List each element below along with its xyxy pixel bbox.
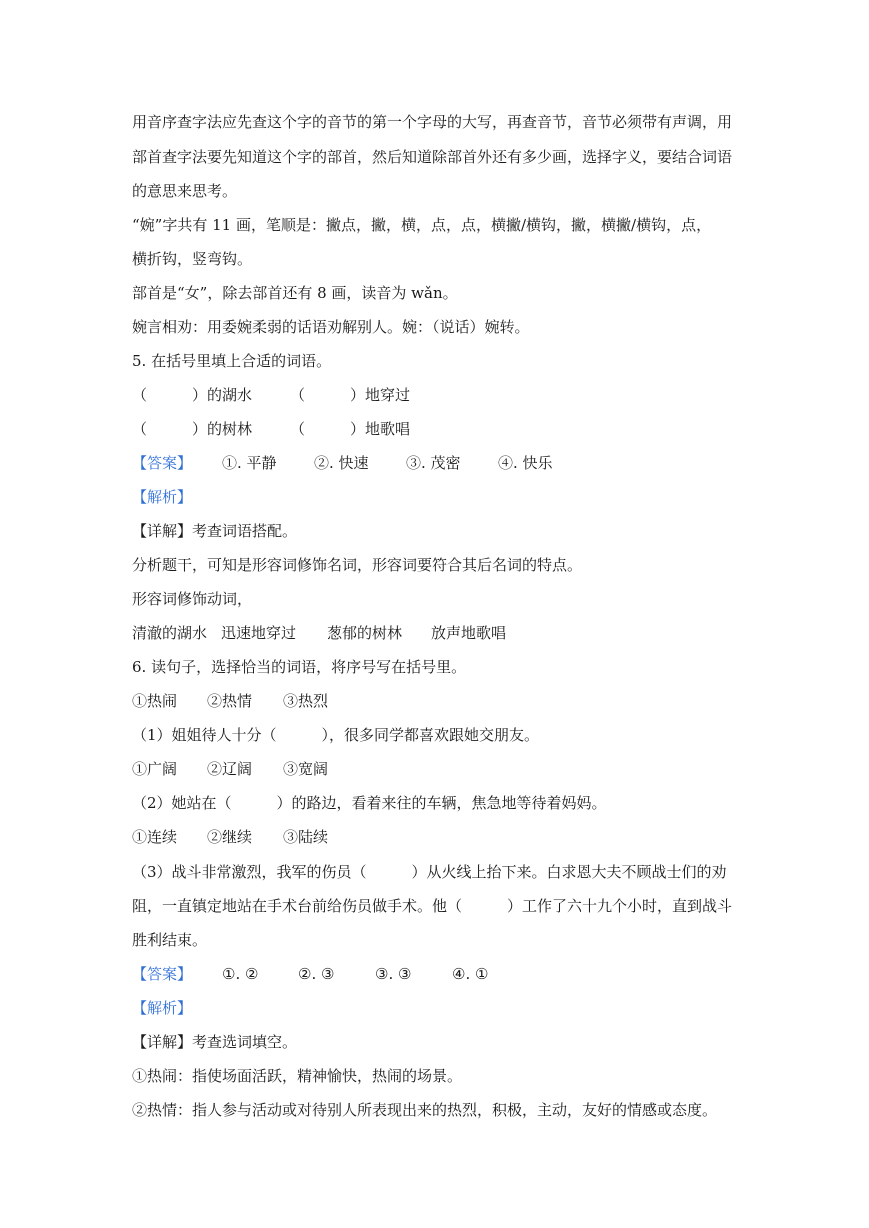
answer-item: ③. ③ bbox=[375, 965, 412, 983]
answer-item: ③. 茂密 bbox=[406, 454, 461, 472]
answer-item: ①. 平静 bbox=[222, 454, 277, 472]
question-5-title: 5. 在括号里填上合适的词语。 bbox=[132, 352, 332, 370]
example-phrase: 清澈的湖水 bbox=[132, 624, 208, 642]
option: ①广阔 bbox=[132, 760, 178, 778]
detail-heading: 【详解】考查词语搭配。 bbox=[132, 522, 298, 540]
option: ②热情 bbox=[207, 692, 253, 710]
idiom-explanation: 婉言相劝：用委婉柔弱的话语劝解别人。婉：（说话）婉转。 bbox=[132, 318, 530, 336]
option: ①连续 bbox=[132, 828, 178, 846]
option: ③陆续 bbox=[283, 828, 329, 846]
blank-pass: （ ）地穿过 bbox=[290, 386, 411, 404]
intro-paragraph-line-3: 的意思来思考。 bbox=[132, 182, 238, 200]
explanation-1: ①热闹：指使场面活跃，精神愉快，热闹的场景。 bbox=[132, 1067, 463, 1085]
option: ③宽阔 bbox=[283, 760, 329, 778]
answer-tag: 【答案】 bbox=[132, 965, 193, 983]
example-phrase: 迅速地穿过 bbox=[221, 624, 297, 642]
example-phrase: 放声地歌唱 bbox=[431, 624, 507, 642]
explanation-2: ②热情：指人参与活动或对待别人所表现出来的热烈，积极，主动，友好的情感或态度。 bbox=[132, 1101, 718, 1119]
option: ②辽阔 bbox=[207, 760, 253, 778]
answer-item: ①. ② bbox=[222, 965, 259, 983]
intro-paragraph-line-1: 用音序查字法应先查这个字的音节的第一个字母的大写，再查音节，音节必须带有声调，用 bbox=[132, 113, 733, 131]
option: ②继续 bbox=[207, 828, 253, 846]
answer-item: ②. ③ bbox=[298, 965, 335, 983]
detail-heading: 【详解】考查选词填空。 bbox=[132, 1033, 298, 1051]
stroke-order-line-2: 横折钩，竖弯钩。 bbox=[132, 250, 253, 268]
answer-item: ②. 快速 bbox=[314, 454, 369, 472]
answer-tag: 【答案】 bbox=[132, 454, 193, 472]
blank-forest: （ ）的树林 bbox=[132, 420, 253, 438]
analysis-line-2: 形容词修饰动词， bbox=[132, 590, 253, 608]
analysis-line-1: 分析题干，可知是形容词修饰名词，形容词要符合其后名词的特点。 bbox=[132, 556, 583, 574]
sentence-2: （2）她站在（ ）的路边，看着来往的车辆，焦急地等待着妈妈。 bbox=[132, 794, 607, 812]
option: ③热烈 bbox=[283, 692, 329, 710]
option: ①热闹 bbox=[132, 692, 178, 710]
analysis-tag: 【解析】 bbox=[132, 488, 193, 506]
sentence-3-line-2: 阻，一直镇定地站在手术台前给伤员做手术。他（ ）工作了六十九个小时，直到战斗 bbox=[132, 897, 733, 915]
answer-item: ④. 快乐 bbox=[498, 454, 553, 472]
sentence-3-line-3: 胜利结束。 bbox=[132, 931, 208, 949]
blank-lake: （ ）的湖水 bbox=[132, 386, 253, 404]
answer-item: ④. ① bbox=[452, 965, 489, 983]
example-phrase: 葱郁的树林 bbox=[327, 624, 403, 642]
radical-line: 部首是“女”，除去部首还有 8 画，读音为 wǎn。 bbox=[132, 284, 458, 302]
question-6-title: 6. 读句子，选择恰当的词语，将序号写在括号里。 bbox=[132, 658, 467, 676]
analysis-tag: 【解析】 bbox=[132, 999, 193, 1017]
stroke-order-line-1: “婉”字共有 11 画，笔顺是：撇点，撇，横，点，点，横撇/横钩，撇，横撇/横钩，点， bbox=[132, 216, 712, 234]
sentence-1: （1）姐姐待人十分（ ），很多同学都喜欢跟她交朋友。 bbox=[132, 726, 540, 744]
blank-sing: （ ）地歌唱 bbox=[290, 420, 411, 438]
intro-paragraph-line-2: 部首查字法要先知道这个字的部首，然后知道除部首外还有多少画，选择字义，要结合词语 bbox=[132, 148, 733, 166]
sentence-3-line-1: （3）战斗非常激烈，我军的伤员（ ）从火线上抬下来。白求恩大夫不顾战士们的劝 bbox=[132, 863, 727, 881]
